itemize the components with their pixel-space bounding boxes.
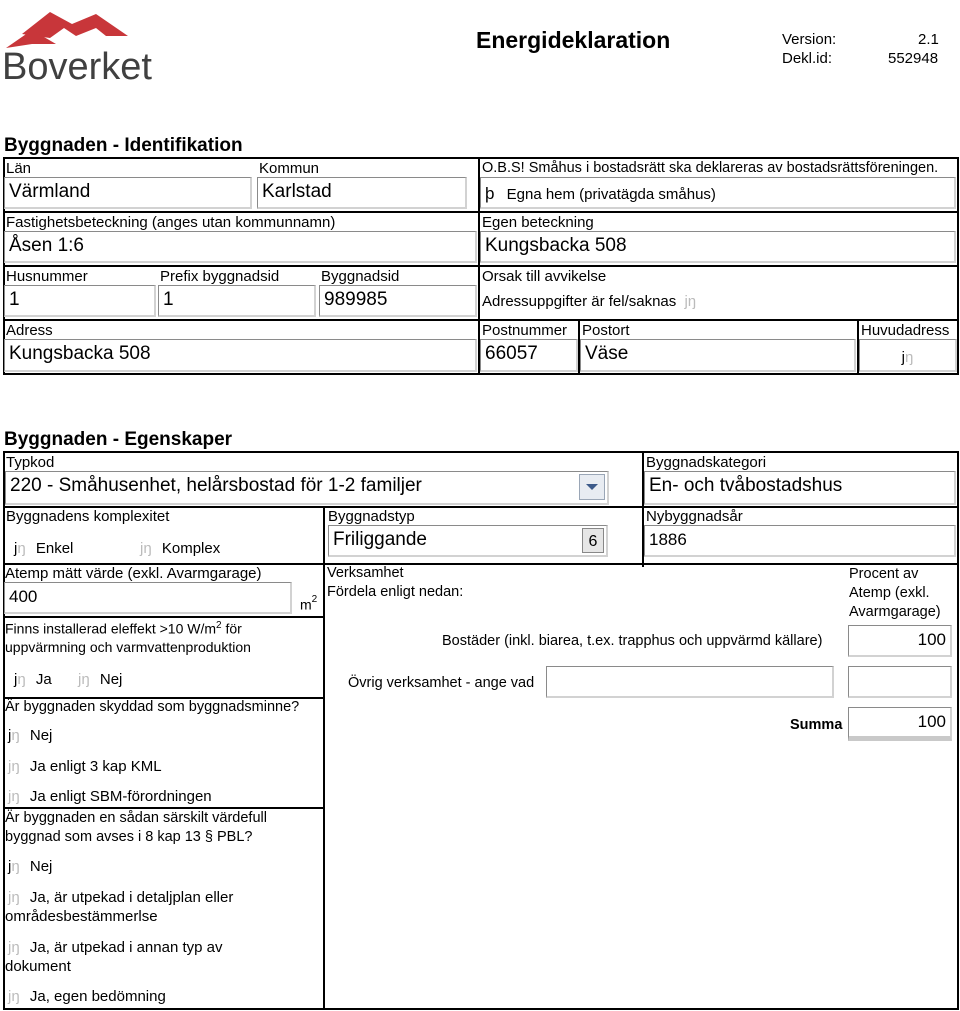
- egna-hem-label: Egna hem (privatägda småhus): [506, 186, 716, 203]
- byggnadsid-label: Byggnadsid: [321, 268, 400, 285]
- divider: [3, 616, 325, 618]
- skyddad-label: Är byggnaden skyddad som byggnadsminne?: [5, 699, 300, 715]
- vardefull-option-nej[interactable]: jŋ Nej: [8, 858, 53, 875]
- egna-hem-row[interactable]: [480, 177, 956, 209]
- husnummer-label: Husnummer: [6, 268, 88, 285]
- skyddad-option-label: Ja enligt SBM-förordningen: [29, 788, 212, 805]
- divider: [323, 563, 959, 565]
- byggnadstyp-label: Byggnadstyp: [328, 508, 415, 525]
- vardefull-option-label: Ja, är utpekad i detaljplan eller: [29, 889, 234, 906]
- skyddad-option-label: Ja enligt 3 kap KML: [29, 758, 162, 775]
- vardefull-option-detaljplan-cont: områdesbestämmerlse: [5, 908, 158, 925]
- byggnadstyp-value: Friliggande: [333, 529, 427, 550]
- prefix-field[interactable]: 1: [158, 285, 316, 317]
- huvudadress-label: Huvudadress: [861, 322, 950, 339]
- orsak-label: Orsak till avvikelse: [482, 268, 607, 285]
- orsak-option[interactable]: [482, 293, 697, 310]
- kommun-label: Kommun: [259, 160, 320, 177]
- skyddad-option-nej[interactable]: jŋ Nej: [8, 727, 53, 744]
- eleffekt-option-label: Ja: [35, 671, 52, 688]
- komplexitet-option-label: Enkel: [35, 540, 74, 557]
- atemp-unit-text: m: [300, 596, 312, 613]
- logo-text: Boverket: [2, 46, 152, 88]
- procent-label-line1: Procent av: [849, 566, 919, 582]
- huvudadress-radio[interactable]: jŋ: [901, 349, 914, 366]
- procent-label-line3: Avarmgarage): [849, 604, 941, 620]
- vardefull-option-label: Ja, är utpekad i annan typ av: [29, 939, 223, 956]
- summa-label: Summa: [790, 717, 843, 733]
- boverket-logo: [2, 4, 152, 86]
- skyddad-option-sbm[interactable]: jŋ Ja enligt SBM-förordningen: [8, 788, 212, 805]
- huvudadress-field[interactable]: [859, 339, 957, 372]
- egen-beteckning-field[interactable]: Kungsbacka 508: [480, 231, 956, 263]
- orsak-option-label: Adressuppgifter är fel/saknas: [482, 293, 677, 310]
- fastighet-label: Fastighetsbeteckning (anges utan kommunnamn): [6, 214, 336, 231]
- lan-label: Län: [6, 160, 32, 177]
- adress-field[interactable]: Kungsbacka 508: [4, 339, 477, 372]
- komplexitet-label: Byggnadens komplexitet: [6, 508, 170, 525]
- orsak-radio[interactable]: jŋ: [684, 293, 697, 310]
- byggnadsid-field[interactable]: 989985: [319, 285, 477, 317]
- vardefull-option-detaljplan[interactable]: jŋ Ja, är utpekad i detaljplan eller: [8, 889, 234, 906]
- fastighet-field[interactable]: Åsen 1:6: [4, 231, 477, 263]
- divider: [3, 319, 959, 321]
- divider: [3, 211, 959, 213]
- postort-label: Postort: [582, 322, 630, 339]
- version-label: Version:: [782, 31, 837, 48]
- typkod-select[interactable]: [5, 471, 609, 505]
- egen-beteckning-label: Egen beteckning: [482, 214, 594, 231]
- atemp-unit-sup: 2: [311, 594, 318, 605]
- deklid-label: Dekl.id:: [782, 50, 833, 67]
- nybyggnadsar-field[interactable]: 1886: [644, 525, 956, 557]
- section-heading-egenskaper: Byggnaden - Egenskaper: [4, 429, 233, 450]
- eleffekt-sup: 2: [216, 620, 222, 631]
- skyddad-option-label: Nej: [29, 727, 53, 744]
- adress-label: Adress: [6, 322, 53, 339]
- eleffekt-label-line1: [5, 620, 242, 637]
- komplexitet-option-label: Komplex: [161, 540, 221, 557]
- vardefull-option-annan[interactable]: jŋ Ja, är utpekad i annan typ av: [8, 939, 223, 956]
- eleffekt-option-ja[interactable]: jŋ Ja: [14, 671, 52, 688]
- skyddad-option-kml[interactable]: jŋ Ja enligt 3 kap KML: [8, 758, 162, 775]
- typkod-label: Typkod: [6, 454, 55, 471]
- ovrig-field[interactable]: [546, 666, 834, 698]
- deklid-value: 552948: [888, 50, 939, 67]
- byggnadstyp-dropdown-button[interactable]: 6: [582, 528, 604, 553]
- egna-hem-checkbox[interactable]: þ: [485, 184, 495, 203]
- kommun-field[interactable]: Karlstad: [257, 177, 467, 209]
- nybyggnadsar-label: Nybyggnadsår: [646, 508, 743, 525]
- eleffekt-label-line2: uppvärmning och varmvattenproduktion: [5, 639, 251, 655]
- atemp-field[interactable]: 400: [4, 582, 292, 614]
- obs-note: O.B.S! Småhus i bostadsrätt ska deklareras av bostadsrättsföreningen.: [482, 160, 939, 176]
- divider: [3, 807, 325, 809]
- divider: [323, 506, 325, 1010]
- postort-field[interactable]: Väse: [580, 339, 856, 372]
- postnummer-label: Postnummer: [482, 322, 568, 339]
- bostader-label: Bostäder (inkl. biarea, t.ex. trapphus och uppvärmd källare): [442, 633, 823, 649]
- husnummer-field[interactable]: 1: [4, 285, 156, 317]
- ovrig-procent-field[interactable]: [848, 666, 952, 698]
- chevron-down-icon: [580, 475, 604, 499]
- vardefull-option-label: Ja, egen bedömning: [29, 988, 166, 1005]
- ovrig-label: Övrig verksamhet - ange vad: [348, 675, 535, 691]
- vardefull-option-egen[interactable]: jŋ Ja, egen bedömning: [8, 988, 166, 1005]
- divider: [3, 265, 959, 267]
- typkod-value: 220 - Småhusenhet, helårsbostad för 1-2 familjer: [10, 475, 422, 496]
- version-value: 2.1: [918, 31, 939, 48]
- fordela-label: Fördela enligt nedan:: [327, 584, 464, 600]
- section-heading-identifikation: Byggnaden - Identifikation: [4, 135, 243, 156]
- prefix-label: Prefix byggnadsid: [160, 268, 280, 285]
- procent-label-line2: Atemp (exkl.: [849, 585, 930, 601]
- eleffekt-text: Finns installerad eleffekt >10 W/m: [5, 620, 217, 637]
- komplexitet-option-komplex[interactable]: jŋ Komplex: [140, 540, 221, 557]
- vardefull-option-label: Nej: [29, 858, 53, 875]
- atemp-label: Atemp mätt värde (exkl. Avarmgarage): [5, 565, 262, 582]
- komplexitet-option-enkel[interactable]: jŋ Enkel: [14, 540, 74, 557]
- byggnadstyp-select[interactable]: [328, 525, 608, 557]
- eleffekt-option-nej[interactable]: jŋ Nej: [78, 671, 123, 688]
- kategori-label: Byggnadskategori: [646, 454, 767, 471]
- bostader-field[interactable]: 100: [848, 625, 952, 657]
- kategori-field: En- och tvåbostadshus: [644, 471, 956, 505]
- postnummer-field[interactable]: 66057: [480, 339, 578, 372]
- verksamhet-label: Verksamhet: [327, 565, 404, 581]
- summa-field: 100: [848, 707, 952, 741]
- dropdown-button[interactable]: [579, 474, 605, 500]
- vardefull-label-line1: Är byggnaden en sådan särskilt värdefull: [5, 810, 267, 826]
- vardefull-label-line2: byggnad som avses i 8 kap 13 § PBL?: [5, 829, 253, 845]
- atemp-unit: [300, 596, 317, 613]
- page-title: Energideklaration: [476, 27, 671, 53]
- eleffekt-text-b: för: [221, 620, 242, 637]
- vardefull-option-annan-cont: dokument: [5, 958, 71, 975]
- eleffekt-option-label: Nej: [99, 671, 123, 688]
- lan-field[interactable]: Värmland: [4, 177, 252, 209]
